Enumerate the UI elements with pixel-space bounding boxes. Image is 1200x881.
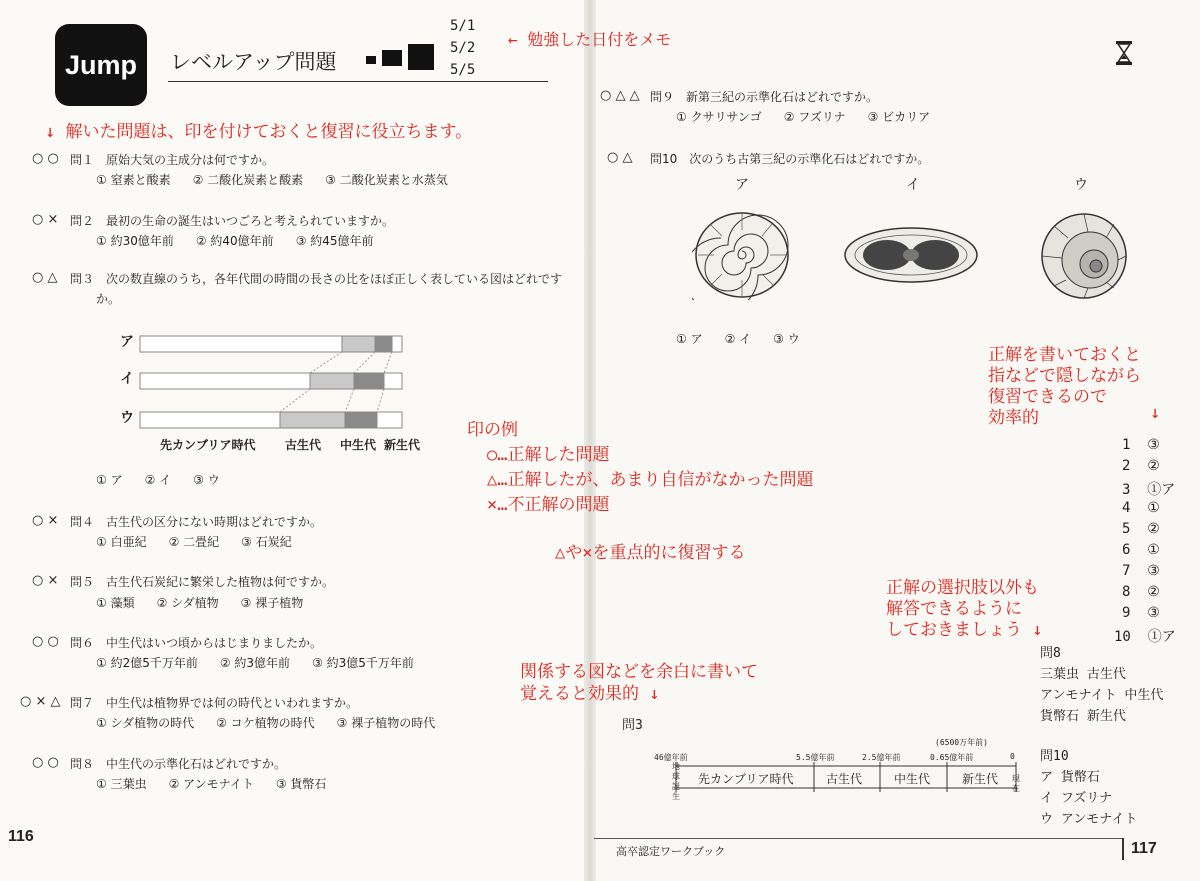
q7-option-1: ① シダ植物の時代	[96, 716, 195, 730]
q5-option-3: ③ 裸子植物	[240, 596, 304, 610]
legend-title: 印の例	[467, 420, 518, 440]
q10-question: 次のうち古第三紀の示準化石はどれですか。	[689, 152, 930, 166]
jump-badge	[55, 24, 147, 106]
timeline-tick-label-2: 5.5億年前	[796, 753, 835, 762]
right-page	[590, 0, 1200, 881]
era-label-precambrian: 先カンブリア時代	[160, 438, 256, 452]
q10-extra-line-1: ア 貨幣石	[1040, 770, 1100, 785]
answer-num-7: 7	[1122, 563, 1131, 579]
q9-options	[676, 108, 952, 125]
era-row-i	[140, 373, 402, 389]
footer-separator	[1122, 838, 1124, 860]
q3-mark: ○ △	[32, 270, 58, 285]
q9-option-2: ② フズリナ	[783, 110, 846, 124]
answer-num-2: 2	[1122, 458, 1131, 474]
era-label-paleozoic: 古生代	[285, 438, 322, 452]
answer-num-10: 10	[1114, 629, 1131, 645]
answer-val-3: ①ア	[1147, 482, 1176, 498]
fossil-a-nummulite-image	[692, 210, 792, 300]
q3-option-3: ③ ウ	[193, 473, 220, 487]
timeline-note: (6500万年前)	[935, 738, 988, 747]
q8-num: 問８	[70, 757, 95, 771]
q9-mark: ○ △ △	[600, 88, 640, 103]
q10-options	[676, 330, 822, 347]
answer-val-2: ②	[1147, 458, 1160, 474]
q1-option-2: ② 二酸化炭素と酸素	[192, 173, 304, 187]
answer-tip-arrow: ↓	[1150, 403, 1161, 423]
study-date-2: 5/2	[450, 40, 476, 56]
q2-option-2: ② 約40億年前	[195, 234, 274, 248]
era-row-u	[140, 412, 402, 428]
answer-val-8: ②	[1147, 584, 1160, 600]
answer-tip-line-1: 正解を書いておくと	[988, 345, 1141, 365]
q3-option-1: ① ア	[96, 473, 123, 487]
answer-val-10: ①ア	[1147, 629, 1176, 645]
q10-extra-title: 問10	[1040, 749, 1069, 764]
answer-row-9	[1122, 605, 1160, 621]
answer-val-5: ②	[1147, 521, 1160, 537]
answer-tip-line-2: 指などで隠しながら	[988, 366, 1141, 386]
q8-mark: ○ ○	[32, 755, 59, 770]
q2-mark: ○ ×	[32, 212, 59, 227]
q8-question: 中生代の示準化石はどれですか。	[106, 757, 287, 771]
era-row-u-label: ウ	[120, 410, 134, 426]
q2-text	[70, 212, 394, 229]
q4-question: 古生代の区分にない時期はどれですか。	[106, 515, 323, 529]
q4-num: 問４	[70, 515, 95, 529]
date-memo-note: ← 勉強した日付をメモ	[508, 30, 672, 49]
q6-text	[70, 634, 322, 651]
q1-num: 問１	[70, 153, 95, 167]
answer-num-4: 4	[1122, 500, 1131, 516]
q6-question: 中生代はいつ頃からはじまりましたか。	[106, 636, 323, 650]
timeline-right-label: 現在	[1012, 774, 1020, 793]
q1-mark: ○ ○	[32, 151, 59, 166]
q3-option-2: ② イ	[144, 473, 172, 487]
diagram-tip-line-2: 覚えると効果的 ↓	[520, 684, 660, 704]
q8-text	[70, 755, 286, 772]
q5-option-2: ② シダ植物	[156, 596, 219, 610]
q5-option-1: ① 藻類	[96, 596, 135, 610]
right-page-number: 117	[1131, 840, 1157, 857]
page-title: レベルアップ問題	[170, 50, 337, 74]
timeline-era-paleozoic: 古生代	[826, 772, 863, 786]
q8-extra-title: 問8	[1040, 646, 1061, 661]
q8-options	[96, 775, 348, 792]
choice-tip-line-1: 正解の選択肢以外も	[886, 578, 1039, 598]
q6-option-3: ③ 約3億5千万年前	[312, 656, 414, 670]
fossil-label-a: ア	[735, 177, 749, 193]
timeline-left-label: 地球誕生	[672, 762, 680, 801]
answer-row-6	[1122, 542, 1160, 558]
footer-rule	[594, 838, 1124, 839]
answer-num-6: 6	[1122, 542, 1131, 558]
answer-val-6: ①	[1147, 542, 1160, 558]
q3-question-cont: か。	[96, 292, 121, 306]
q5-text	[70, 573, 334, 590]
answer-num-5: 5	[1122, 521, 1131, 537]
q10-extra-line-2: イ フズリナ	[1040, 791, 1113, 806]
answer-num-1: 1	[1122, 437, 1131, 453]
q10-option-2: ② イ	[724, 332, 752, 346]
focus-note: △や×を重点的に復習する	[555, 543, 746, 563]
q1-option-1: ① 窒素と酸素	[96, 173, 171, 187]
answer-row-10	[1114, 626, 1176, 646]
timeline-tick-label-3: 2.5億年前	[862, 753, 901, 762]
q10-option-1: ① ア	[676, 332, 703, 346]
q10-text	[650, 150, 929, 167]
q5-num: 問５	[70, 575, 95, 589]
fossil-label-u: ウ	[1074, 177, 1088, 193]
q9-text	[650, 88, 878, 105]
q8-option-3: ③ 貨幣石	[275, 777, 327, 791]
q8-extra-line-3: 貨幣石 新生代	[1040, 709, 1126, 724]
q4-option-1: ① 白亜紀	[96, 535, 147, 549]
answer-val-9: ③	[1147, 605, 1160, 621]
q1-question: 原始大気の主成分は何ですか。	[106, 153, 275, 167]
q6-option-2: ② 約3億年前	[219, 656, 291, 670]
era-label-mesozoic: 中生代	[340, 438, 377, 452]
q7-question: 中生代は植物界では何の時代といわれますか。	[106, 696, 359, 710]
q7-option-2: ② コケ植物の時代	[216, 716, 315, 730]
answer-num-3: 3	[1122, 482, 1131, 498]
q10-num: 問10	[650, 152, 678, 166]
q4-mark: ○ ×	[32, 513, 59, 528]
q8-option-1: ① 三葉虫	[96, 777, 147, 791]
q10-mark: ○ △	[607, 150, 633, 165]
answer-val-4: ①	[1147, 500, 1160, 516]
q5-mark: ○ ×	[32, 573, 59, 588]
fossil-u-ammonite-image	[1038, 210, 1130, 302]
q9-option-1: ① クサリサンゴ	[676, 110, 762, 124]
level-bars-icon	[364, 42, 436, 72]
q6-options	[96, 654, 436, 671]
q4-options	[96, 533, 314, 550]
jump-label: Jump	[64, 49, 137, 80]
diagram-tip-line-1: 関係する図などを余白に書いて	[520, 662, 758, 682]
q6-option-1: ① 約2億5千万年前	[96, 656, 198, 670]
era-ratio-chart	[115, 328, 435, 453]
q7-num: 問７	[70, 696, 95, 710]
q7-mark: ○ × △	[20, 694, 61, 709]
q4-text	[70, 513, 322, 530]
timeline-tick-label-4: 0.65億年前	[930, 753, 974, 762]
left-page-number: 116	[8, 828, 34, 845]
q8-extra-line-1: 三葉虫 古生代	[1040, 667, 1126, 682]
answer-val-7: ③	[1147, 563, 1160, 579]
choice-tip-line-3: しておきましょう ↓	[886, 620, 1043, 640]
era-label-cenozoic: 新生代	[384, 438, 421, 452]
q7-text	[70, 694, 358, 711]
answer-row-4	[1122, 500, 1160, 516]
answer-num-8: 8	[1122, 584, 1131, 600]
q4-option-2: ② 二畳紀	[168, 535, 220, 549]
timeline-title: 問3	[622, 718, 643, 733]
q1-text	[70, 151, 274, 168]
era-row-i-label: イ	[120, 371, 134, 387]
q3-text	[70, 270, 562, 287]
legend-unsure: △…正解したが、あまり自信がなかった問題	[487, 470, 814, 490]
answer-row-7	[1122, 563, 1160, 579]
era-row-a-label: ア	[120, 334, 134, 350]
q2-option-1: ① 約30億年前	[96, 234, 174, 248]
q1-option-3: ③ 二酸化炭素と水蒸気	[325, 173, 448, 187]
q3-question: 次の数直線のうち，各年代間の時間の長さの比をほぼ正しく表している図はどれです	[106, 272, 563, 286]
study-date-1: 5/1	[450, 18, 476, 34]
q5-question: 古生代石炭紀に繁栄した植物は何ですか。	[106, 575, 335, 589]
answer-tip-line-4: 効率的	[988, 408, 1039, 428]
timeline-era-mesozoic: 中生代	[894, 772, 931, 786]
timeline-tick-label-5: 0	[1010, 752, 1015, 761]
fossil-i-fusulina-image	[842, 225, 980, 285]
answer-row-3	[1122, 479, 1175, 499]
timeline-era-cenozoic: 新生代	[962, 772, 999, 786]
q3-num: 問３	[70, 272, 95, 286]
answer-num-9: 9	[1122, 605, 1131, 621]
fossil-label-i: イ	[906, 177, 920, 193]
q7-option-3: ③ 裸子植物の時代	[336, 716, 436, 730]
q8-extra-line-2: アンモナイト 中生代	[1040, 688, 1164, 703]
q10-extra-line-3: ウ アンモナイト	[1040, 812, 1138, 827]
choice-tip-line-2: 解答できるように	[886, 599, 1022, 619]
q8-option-2: ② アンモナイト	[168, 777, 254, 791]
legend-wrong: ×…不正解の問題	[487, 495, 610, 515]
q5-options	[96, 594, 325, 611]
q2-options	[96, 232, 396, 249]
q9-option-3: ③ ビカリア	[867, 110, 931, 124]
q4-option-3: ③ 石炭紀	[241, 535, 292, 549]
q2-num: 問２	[70, 214, 95, 228]
legend-correct: ○…正解した問題	[487, 445, 610, 465]
timeline-tick-label-1: 46億年前	[654, 753, 688, 762]
q10-option-3: ③ ウ	[773, 332, 800, 346]
answer-val-1: ③	[1147, 437, 1160, 453]
book-title-footer: 高卒認定ワークブック	[616, 845, 726, 858]
answer-row-5	[1122, 521, 1160, 537]
answer-row-8	[1122, 584, 1160, 600]
q3-options	[96, 471, 242, 488]
title-underline	[168, 81, 548, 82]
study-date-3: 5/5	[450, 62, 476, 78]
q7-options	[96, 714, 457, 731]
q2-option-3: ③ 約45億年前	[295, 234, 374, 248]
answer-row-1	[1122, 437, 1160, 453]
answer-tip-line-3: 復習できるので	[988, 387, 1107, 407]
mark-tip-note: ↓ 解いた問題は、印を付けておくと復習に役立ちます。	[45, 122, 473, 142]
era-row-a	[140, 336, 402, 352]
answer-row-2	[1122, 458, 1160, 474]
hourglass-icon	[1114, 40, 1134, 66]
q9-num: 問９	[650, 90, 675, 104]
q2-question: 最初の生命の誕生はいつごろと考えられていますか。	[106, 214, 395, 228]
q6-mark: ○ ○	[32, 634, 59, 649]
q9-question: 新第三紀の示準化石はどれですか。	[686, 90, 879, 104]
q6-num: 問６	[70, 636, 95, 650]
timeline-era-precambrian: 先カンブリア時代	[698, 772, 794, 786]
q1-options	[96, 171, 470, 188]
